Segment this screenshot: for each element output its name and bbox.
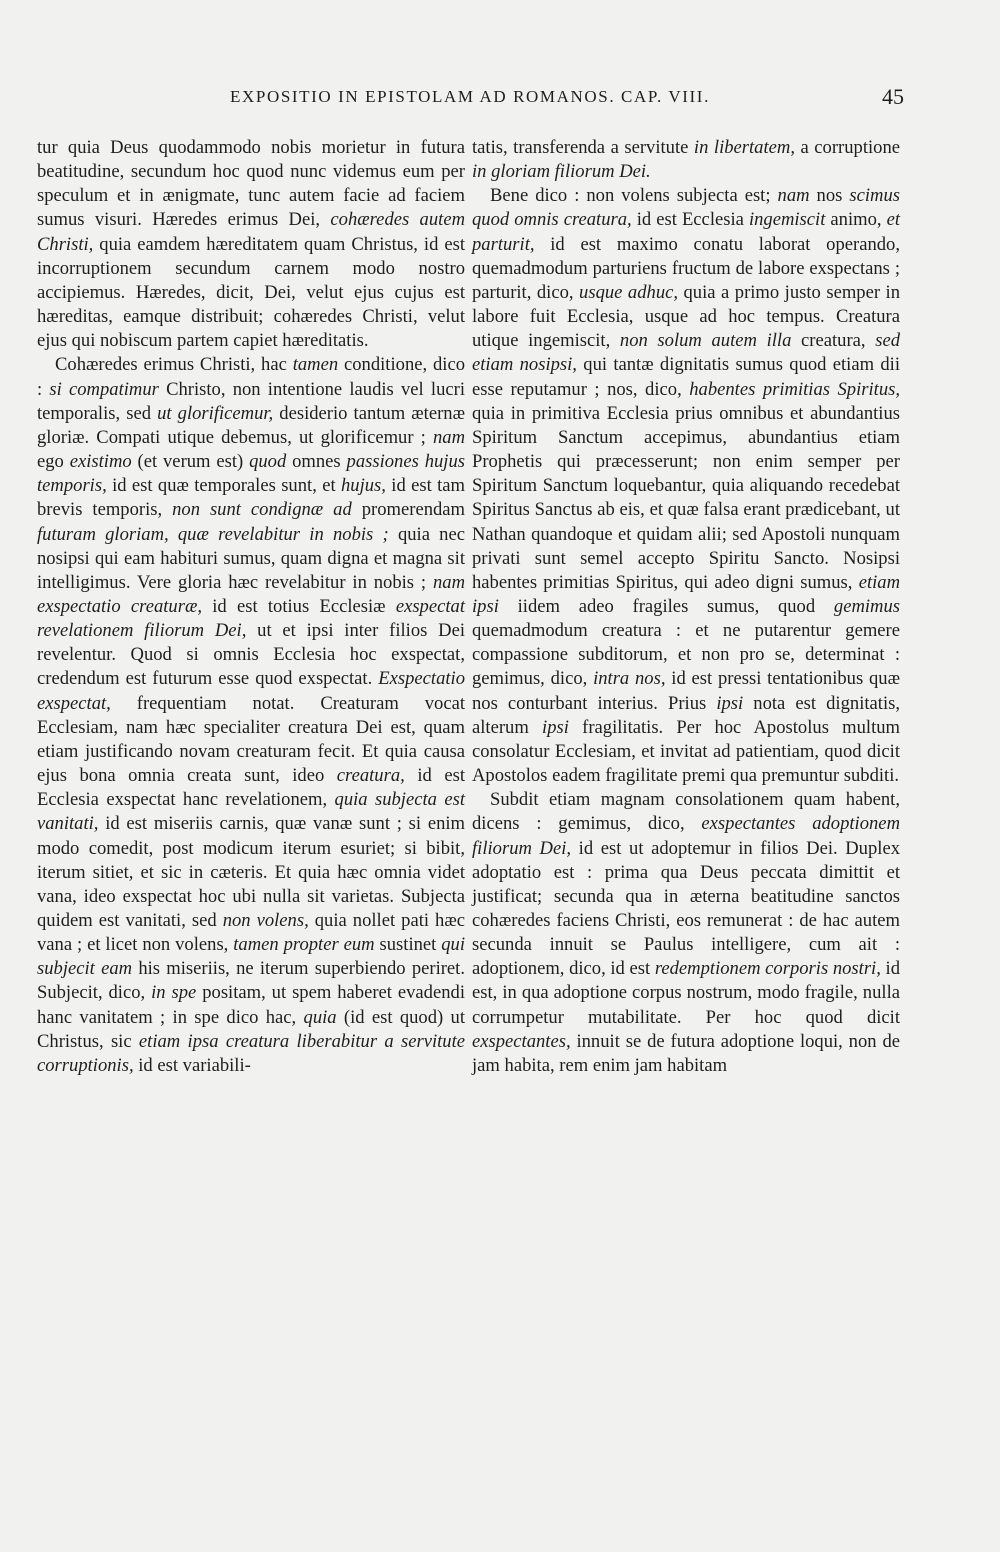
text-run: id est ut adoptemur in filios Dei. Duplex adoptatio est : prima qua Deus peccata dimittit et justificat; secunda qua in æterna beatitudine sanctos cohæredes faciens Christi, eos remunerat : de hac autem secunda innuit se Paulus intelligere, cum ait : adoptionem, dico, id est: [472, 837, 900, 980]
italic-text-run: scimus quod omnis creatura,: [472, 185, 900, 231]
paragraph: [472, 788, 900, 1078]
italic-text-run: futuram gloriam, quæ revelabitur in nobis ;: [37, 523, 389, 545]
italic-text-run: ut glorificemur,: [157, 402, 274, 424]
text-run: quia nec nosipsi qui eam habituri sumus, quam digna et magna sit intelligimus. Vere gloria hæc revelabitur in nobis ;: [37, 523, 465, 593]
italic-text-run: exspectantes,: [472, 1030, 571, 1052]
text-run: creatura,: [791, 330, 876, 352]
text-run: innuit se de futura adoptione loqui, non de jam habita, rem enim jam habitam: [472, 1030, 900, 1076]
italic-text-run: exspectantes adoptionem filiorum Dei,: [472, 813, 900, 859]
italic-text-run: si compatimur: [49, 378, 159, 400]
italic-text-run: qui subjecit eam: [37, 934, 465, 980]
italic-text-run: quia: [303, 1006, 337, 1028]
italic-text-run: habentes primitias Spiritus,: [689, 378, 901, 400]
text-run: fragilitatis. Per hoc Apostolus multum consolatur Ecclesiam, et invitat ad patientiam, quod dicit Apostolos eadem fragilitate premi qua premuntur subditi.: [472, 716, 901, 787]
italic-text-run: non volens,: [222, 910, 309, 931]
italic-text-run: non sunt condignæ ad: [172, 499, 352, 521]
italic-text-run: Exspectatio exspectat,: [37, 668, 465, 714]
paragraph: [472, 184, 900, 788]
text-run: id est quæ temporales sunt, et: [106, 475, 341, 497]
italic-text-run: ipsi: [542, 716, 569, 738]
italic-text-run: ipsi: [716, 692, 744, 714]
text-run: (et verum est): [131, 451, 250, 473]
italic-text-run: tamen: [292, 354, 339, 376]
text-run: (id est quod) ut Christus, sic: [37, 1006, 465, 1052]
text-run: qui tantæ dignitatis sumus quod etiam dii esse reputamur ; nos, dico,: [472, 354, 900, 400]
italic-text-run: sed etiam nosipsi,: [472, 330, 900, 376]
text-run: id est pressi tentationibus quæ nos conturbant interius. Prius: [472, 668, 900, 714]
text-run: id est Ecclesia: [631, 209, 749, 231]
paragraph: [37, 353, 465, 1078]
text-run: quia eamdem hæreditatem quam Christus, id est incorruptionem secundum carnem modo nostro accipiemus. Hæredes, dicit, Dei, velut ejus cujus est hæreditas, eamque distribuit; cohæredes Christi, velut ejus qui nobiscum partem capiet hæreditatis.: [37, 233, 465, 352]
text-run: desiderio tantum æternæ gloriæ. Compati utique debemus, ut glorificemur ;: [37, 402, 465, 448]
text-run: Bene dico : non volens subjecta est;: [490, 185, 778, 207]
text-run: iidem adeo fragiles sumus, quod: [498, 595, 834, 617]
italic-text-run: gemimus: [833, 595, 900, 617]
italic-text-run: exspectat revelationem filiorum Dei,: [37, 595, 465, 642]
text-run: id est miseriis carnis, quæ vanæ sunt ; si enim modo comedit, post modicum iterum esuriet; si bibit, iterum sitiet, et sic in cæteris. Et quia hæc omnia videt vana, ideo exspectat hoc ubi nulla sit varietas. Subjecta quidem est vanitati, sed: [37, 813, 465, 931]
page-number: 45: [882, 84, 904, 109]
text-run: nota est dignitatis, alterum: [472, 692, 900, 738]
running-head: [36, 84, 904, 110]
text-run: ut et ipsi inter filios Dei revelentur. Quod si omnis Ecclesia hoc exspectat, credendum est futurum esse quod exspectat.: [37, 620, 465, 690]
italic-text-run: usque adhuc,: [579, 281, 679, 303]
text-run: tur quia Deus quodammodo nobis morietur in futura beatitudine, secundum hoc quod nunc videmus eum per speculum et in ænigmate, tunc autem facie ad faciem sumus visuri. Hæredes erimus Dei,: [37, 137, 465, 231]
italic-text-run: non solum autem illa: [619, 330, 792, 352]
text-run: animo,: [825, 209, 887, 231]
italic-text-run: redemptionem corporis nostri,: [654, 958, 881, 980]
text-run: quia nollet pati hæc vana ; et licet non volens,: [37, 910, 465, 956]
text-run: nos: [809, 185, 850, 207]
text-run: id est variabili-: [133, 1054, 251, 1076]
italic-text-run: intra nos,: [593, 668, 666, 690]
text-run: Subdit etiam magnam consolationem quam habent, dicens : gemimus, dico,: [472, 789, 900, 835]
italic-text-run: in gloriam filiorum Dei.: [472, 161, 651, 183]
italic-text-run: nam: [432, 426, 465, 448]
italic-text-run: in spe: [151, 982, 197, 1004]
text-run: tatis, transferenda a servitute: [472, 137, 694, 158]
text-run: id est totius Ecclesiæ: [202, 595, 396, 617]
text-run: id est maximo conatu laborat operando, quemadmodum parturiens fructum de labore exspectans ; parturit, dico,: [472, 233, 900, 303]
italic-text-run: quod: [249, 451, 287, 473]
text-run: a corruptione: [794, 137, 900, 158]
italic-text-run: et parturit,: [472, 209, 901, 255]
text-run: Christo, non intentione laudis vel lucri temporalis, sed: [37, 378, 465, 424]
text-run: omnes: [286, 451, 347, 473]
text-run: his miseriis, ne iterum superbiendo periret. Subjecit, dico,: [37, 958, 465, 1004]
italic-text-run: passiones hujus temporis,: [37, 451, 465, 497]
text-run: id est, in qua adoptione corpus nostrum, modo fragile, nulla corrumpetur mutabilitate. Per hoc quod dicit: [472, 958, 900, 1028]
text-run: id est tam brevis temporis,: [37, 475, 465, 521]
text-run: quia in primitiva Ecclesia prius omnibus et abundantius Spiritum Sanctum accepimus, abundantius etiam Prophetis qui præcesserunt; non enim semper per Spiritum Sanctum loquebantur, quia aliquando recedebat Spiritus Sanctus ab eis, et quæ falsa erant prædicebant, ut Nathan quandoque et quidam alii; sed Apostoli nunquam privati sunt semel accepto Spiritu Sancto. Nosipsi habentes primitias Spiritus, qui adeo digni sumus,: [472, 402, 900, 593]
italic-text-run: tamen propter eum: [233, 934, 375, 956]
text-run: sustinet: [374, 934, 442, 956]
text-run: ego: [37, 451, 70, 473]
paragraph: [37, 136, 465, 353]
text-run: id est Ecclesia exspectat hanc revelationem,: [37, 765, 465, 811]
italic-text-run: etiam ipsi: [472, 571, 900, 617]
text-run: conditione, dico :: [37, 354, 465, 400]
italic-text-run: ingemiscit: [748, 209, 826, 231]
text-run: frequentiam notat. Creaturam vocat Ecclesiam, nam hæc specialiter creatura Dei est, quam etiam justificando novam creaturam fecit. Et quia causa ejus bona omnia creata sunt, ideo: [37, 692, 465, 787]
italic-text-run: in libertatem,: [693, 137, 795, 158]
italic-text-run: existimo: [69, 451, 132, 473]
right-text-column: [472, 136, 900, 1078]
running-title: EXPOSITIO IN EPISTOLAM AD ROMANOS. CAP. VIII.: [230, 87, 710, 106]
italic-text-run: etiam ipsa creatura liberabitur a servitute corruptionis,: [37, 1030, 466, 1076]
text-run: Cohæredes erimus Christi, hac: [55, 354, 293, 376]
italic-text-run: nam: [777, 185, 810, 207]
text-run: quemadmodum creatura : et ne putarentur gemere compassione subditorum, et non pro se, determinat : gemimus, dico,: [472, 620, 900, 690]
text-run: promerendam: [351, 499, 466, 521]
paragraph: [472, 136, 900, 184]
italic-text-run: creatura,: [336, 765, 405, 787]
left-text-column: [37, 136, 465, 1078]
italic-text-run: nam exspectatio creaturæ,: [37, 571, 465, 617]
text-run: positam, ut spem haberet evadendi hanc vanitatem ; in spe dico hac,: [37, 982, 465, 1028]
italic-text-run: hujus,: [340, 475, 386, 497]
italic-text-run: cohæredes autem Christi,: [37, 209, 466, 255]
italic-text-run: quia subjecta est vanitati,: [37, 789, 465, 835]
text-run: quia a primo justo semper in labore fuit Ecclesia, usque ad hoc tempus. Creatura utique ingemiscit,: [472, 281, 900, 352]
